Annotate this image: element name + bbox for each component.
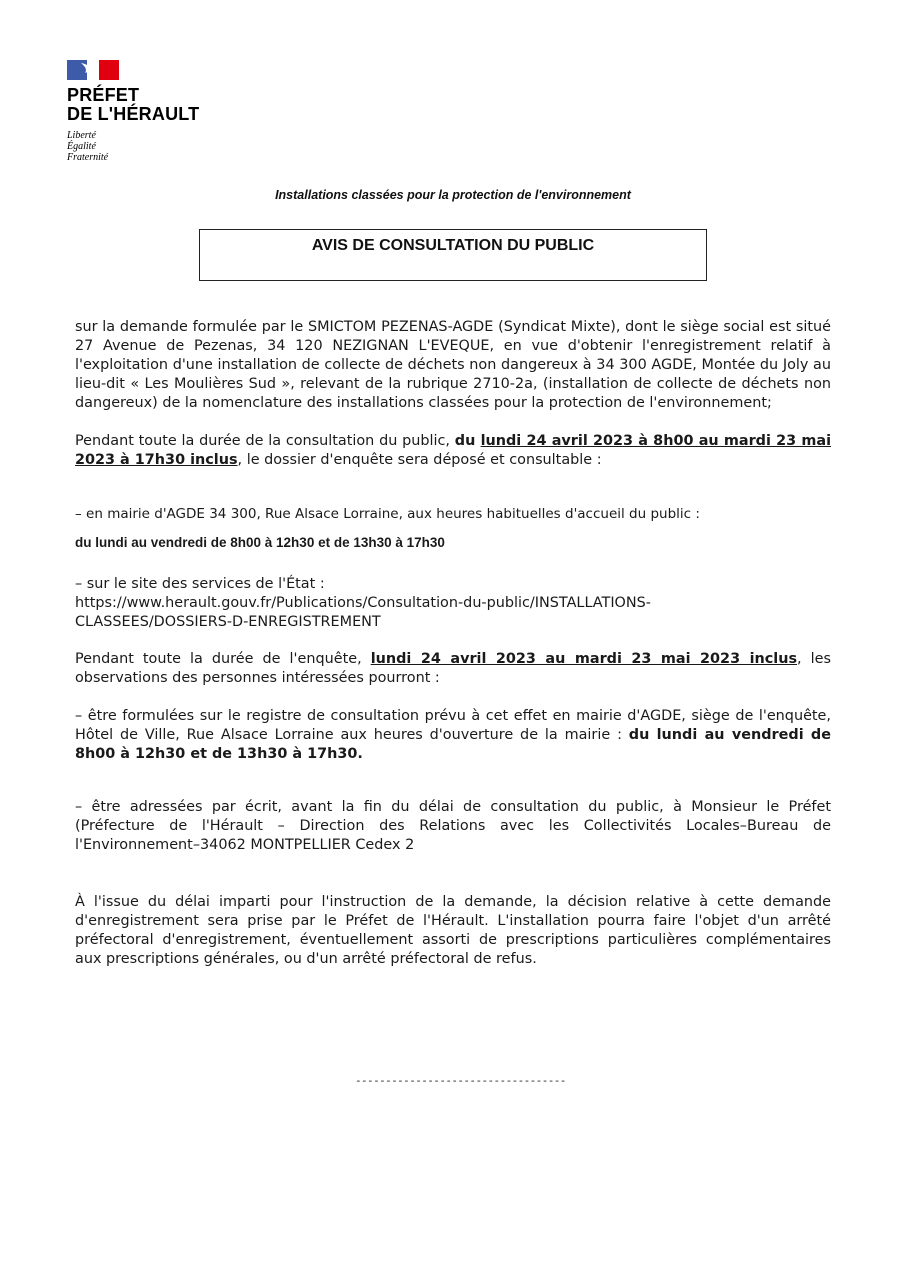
motto-fraternite: Fraternité bbox=[67, 152, 109, 163]
website-paragraph: – sur le site des services de l'État : bbox=[75, 576, 325, 592]
conclusion-paragraph: À l'issue du délai imparti pour l'instruction de la demande, la décision relative à cette demande d'enregistrement sera prise par le Préfet de l'Hérault. L'installation pourra faire l'objet d'un arrêté préfectoral d'enregistrement, éventuellement assorti de prescriptions particulières complémentaires aux prescriptions générales, ou d'un arrêté préfectoral de refus. bbox=[75, 894, 831, 967]
period-text-bold: du bbox=[454, 433, 481, 449]
enquete-paragraph bbox=[75, 650, 831, 688]
motto-egalite: Égalité bbox=[67, 141, 96, 152]
registre-hours: du lundi au vendredi de 8h00 à 12h30 et de 13h30 à 17h30. bbox=[75, 727, 831, 762]
notice-body bbox=[75, 318, 831, 969]
period-text-before: Pendant toute la durée de la consultation du public, bbox=[75, 433, 455, 449]
title-box bbox=[199, 229, 707, 281]
registre-paragraph bbox=[75, 707, 831, 764]
separator-line: ----------------------------------- bbox=[355, 1074, 566, 1087]
enquete-dates: lundi 24 avril 2023 au mardi 23 mai 2023 inclus bbox=[370, 651, 798, 667]
period-text-after: , le dossier d'enquête sera déposé et consultable : bbox=[237, 452, 602, 468]
period-paragraph bbox=[75, 432, 831, 470]
intro-paragraph: sur la demande formulée par le SMICTOM PEZENAS-AGDE (Syndicat Mixte), dont le siège social est situé 27 Avenue de Pezenas, 34 120 NEZIGNAN L'EVEQUE, en vue d'obtenir l'enregistrement relatif à l'exploitation d'une installation de collecte de déchets non dangereux à 34 300 AGDE, Montée du Joly au lieu-dit « Les Moulières Sud », relevant de la rubrique 2710-2a, (installation de collecte de déchets non dangereux) de la nomenclature des installations classées pour la protection de l'environnement; bbox=[75, 319, 831, 411]
document-title: AVIS DE CONSULTATION DU PUBLIC bbox=[311, 237, 595, 254]
document-subtitle: Installations classées pour la protection de l'environnement bbox=[275, 188, 631, 202]
registre-text: – être formulées sur le registre de consultation prévu à cet effet en mairie d'AGDE, siège de l'enquête, Hôtel de Ville, Rue Alsace Lorraine aux heures d'ouverture de la mairie : bbox=[75, 708, 831, 743]
enquete-text-before: Pendant toute la durée de l'enquête, bbox=[75, 651, 371, 667]
website-url: https://www.herault.gouv.fr/Publications/Consultation-du-public/INSTALLATIONS-CLASSEES/DOSSIERS-D-ENREGISTREMENT bbox=[75, 595, 651, 630]
mairie-hours: du lundi au vendredi de 8h00 à 12h30 et de 13h30 à 17h30 bbox=[75, 535, 445, 550]
republic-motto bbox=[67, 130, 227, 163]
ecrit-paragraph: – être adressées par écrit, avant la fin du délai de consultation du public, à Monsieur le Préfet (Préfecture de l'Hérault – Direction des Relations avec les Collectivités Locales–Bureau de l'Environnement–34062 MONTPELLIER Cedex 2 bbox=[75, 799, 831, 853]
authority-line-1: PRÉFET bbox=[67, 85, 140, 105]
authority-name bbox=[67, 86, 227, 124]
period-dates: lundi 24 avril 2023 à 8h00 au mardi 23 mai 2023 à 17h30 inclus bbox=[75, 433, 832, 468]
authority-line-2: DE L'HÉRAULT bbox=[67, 104, 200, 124]
prefecture-logo bbox=[67, 60, 227, 163]
motto-liberte: Liberté bbox=[67, 130, 96, 141]
enquete-text-after: , les observations des personnes intéressées pourront : bbox=[75, 651, 832, 686]
mairie-paragraph: – en mairie d'AGDE 34 300, Rue Alsace Lorraine, aux heures habituelles d'accueil du public : bbox=[75, 506, 700, 522]
marianne-flag-icon bbox=[67, 60, 119, 80]
